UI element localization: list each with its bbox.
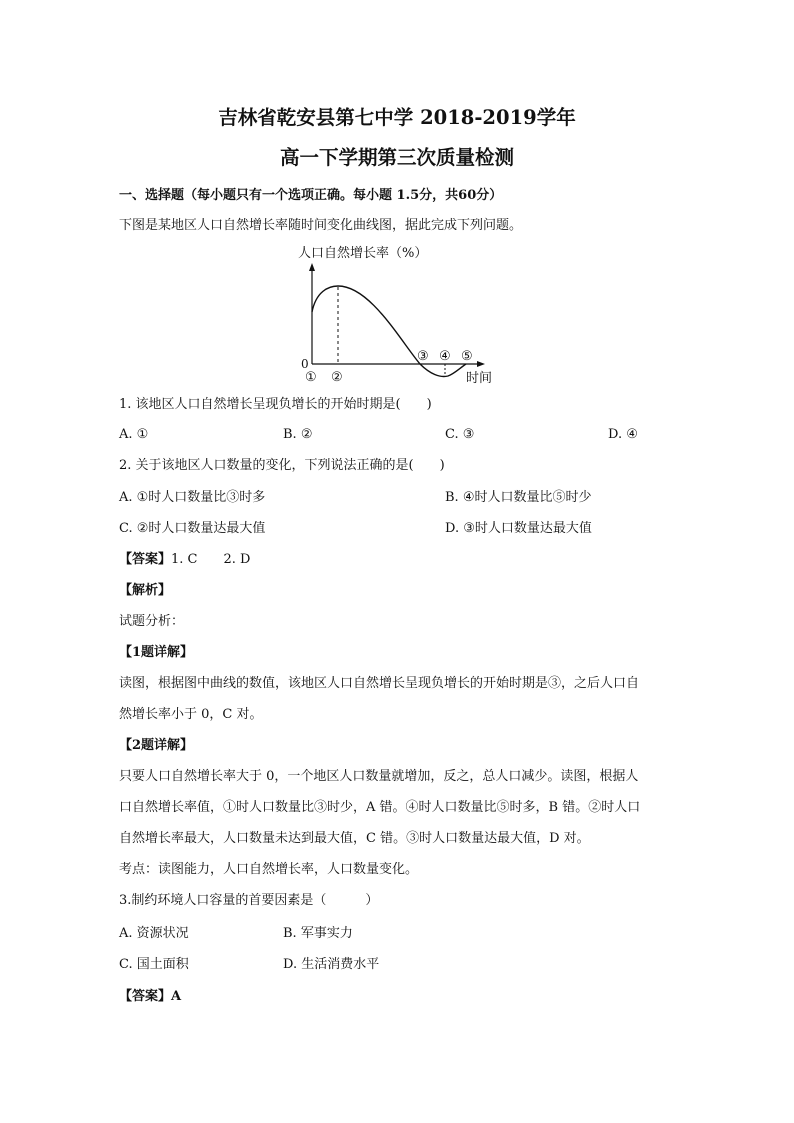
q1-option-a: A. ① xyxy=(119,427,149,442)
q1-option-d: D. ④ xyxy=(608,427,638,442)
answer-12-value: 1. C 2. D xyxy=(171,552,251,567)
population-growth-chart xyxy=(280,240,510,390)
q2-option-c: C. ②时人口数量达最大值 xyxy=(119,521,266,536)
q2-stem: 2. 关于该地区人口数量的变化，下列说法正确的是( ) xyxy=(119,458,445,473)
q1-option-b: B. ② xyxy=(283,427,313,442)
section-heading: 一、选择题（每小题只有一个选项正确。每小题 1.5分，共60分） xyxy=(119,188,503,203)
page-title-line2: 高一下学期第三次质量检测 xyxy=(279,146,514,169)
page-title-line1: 吉林省乾安县第七中学 2018-2019学年 xyxy=(218,106,576,129)
marker-1: ① xyxy=(305,370,317,385)
chart-ylabel: 人口自然增长率（%） xyxy=(298,246,428,261)
analysis-label: 【解析】 xyxy=(119,583,172,598)
answer-3-value: A xyxy=(171,989,182,1004)
origin-label: 0 xyxy=(301,357,309,371)
q3-option-a: A. 资源状况 xyxy=(119,926,189,941)
q3-option-b: B. 军事实力 xyxy=(283,926,353,941)
section-intro: 下图是某地区人口自然增长率随时间变化曲线图，据此完成下列问题。 xyxy=(119,218,523,233)
marker-4: ④ xyxy=(439,349,451,364)
q2-option-b: B. ④时人口数量比⑤时少 xyxy=(445,490,592,505)
marker-2: ② xyxy=(331,370,343,385)
answer-3-label: 【答案】 xyxy=(119,989,172,1004)
analysis-intro: 试题分析： xyxy=(119,614,185,629)
q2-detail-label: 【2题详解】 xyxy=(119,738,194,753)
q1-detail-text-1: 读图，根据图中曲线的数值，该地区人口自然增长呈现负增长的开始时期是③，之后人口自 xyxy=(119,676,640,691)
q3-stem: 3.制约环境人口容量的首要因素是（ ） xyxy=(119,893,379,908)
x-axis-arrow xyxy=(477,361,485,367)
marker-5: ⑤ xyxy=(461,349,473,364)
q1-stem: 1. 该地区人口自然增长呈现负增长的开始时期是( ) xyxy=(119,397,432,412)
q3-option-c: C. 国土面积 xyxy=(119,957,189,972)
q1-detail-label: 【1题详解】 xyxy=(119,645,194,660)
chart-xlabel: 时间 xyxy=(466,371,493,386)
q1-detail-text-2: 然增长率小于 0，C 对。 xyxy=(119,707,263,722)
q2-detail-text-2: 口自然增长率值，①时人口数量比③时少，A 错。④时人口数量比⑤时多，B 错。②时人口 xyxy=(119,800,641,815)
q1-option-c: C. ③ xyxy=(445,427,475,442)
answer-3 xyxy=(119,989,181,1005)
q2-detail-text-1: 只要人口自然增长率大于 0，一个地区人口数量就增加，反之，总人口减少。读图，根据人 xyxy=(119,769,639,784)
q2-detail-text-3: 自然增长率最大，人口数量未达到最大值，C 错。③时人口数量达最大值，D 对。 xyxy=(119,831,590,846)
q2-option-d: D. ③时人口数量达最大值 xyxy=(445,521,592,536)
answer-12 xyxy=(119,552,250,568)
q3-option-d: D. 生活消费水平 xyxy=(283,957,380,972)
kaodian: 考点：读图能力，人口自然增长率，人口数量变化。 xyxy=(119,862,419,877)
marker-3: ③ xyxy=(417,349,429,364)
answer-12-label: 【答案】 xyxy=(119,552,172,567)
q2-option-a: A. ①时人口数量比③时多 xyxy=(119,490,266,505)
y-axis-arrow xyxy=(309,263,315,271)
